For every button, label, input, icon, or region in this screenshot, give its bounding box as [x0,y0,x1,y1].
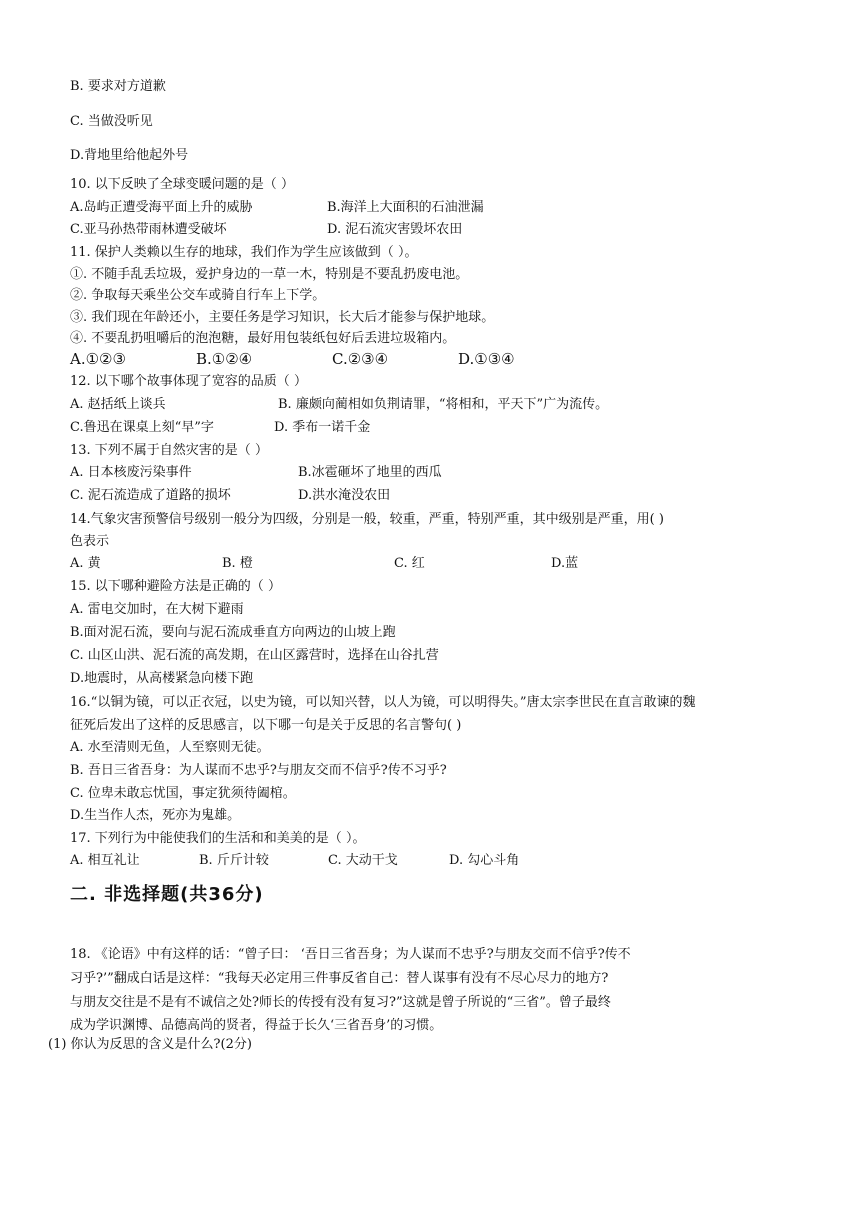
q17-option-a: A. 相互礼让 [70,853,140,868]
q14-option-b: B. 橙 [222,556,253,571]
q17-option-c: C. 大动干戈 [328,853,398,868]
q16-option-c: C. 位卑未敢忘忧国，事定犹须待阖棺。 [70,786,296,801]
q9-option-d: D.背地里给他起外号 [70,148,189,163]
q11-option-d: D.①③④ [458,350,515,368]
section-title: 二. 非选择题(共36分) [70,884,264,905]
q10-option-d: D. 泥石流灾害毁坏农田 [327,222,463,237]
q12-option-a: A. 赵括纸上谈兵 [70,397,166,412]
q15-option-d: D.地震时，从高楼紧急向楼下跑 [70,671,254,686]
q13-option-a: A. 日本核废污染事件 [70,465,192,480]
q14-option-c: C. 红 [394,556,425,571]
q12-stem: 12. 以下哪个故事体现了宽容的品质（ ） [70,374,307,389]
q11-statement-2: ②. 争取每天乘坐公交车或骑自行车上下学。 [70,288,326,303]
q14-option-d: D.蓝 [551,556,579,571]
q16-stem-line-2: 征死后发出了这样的反思感言，以下哪一句是关于反思的名言警句( ) [70,718,462,733]
q10-option-a: A.岛屿正遭受海平面上升的威胁 [70,200,253,215]
q11-option-b: B.①②④ [196,350,253,368]
q13-option-b: B.冰雹砸坏了地里的西瓜 [298,465,442,480]
q15-stem: 15. 以下哪种避险方法是正确的（ ） [70,579,281,594]
q14-option-a: A. 黄 [70,556,101,571]
q18-subquestion-1: (1) 你认为反思的含义是什么?(2分) [48,1037,252,1052]
q17-option-d: D. 勾心斗角 [449,853,520,868]
q11-statement-3: ③. 我们现在年龄还小，主要任务是学习知识，长大后才能参与保护地球。 [70,310,495,325]
q12-option-b: B. 廉颇向蔺相如负荆请罪，“将相和，平天下”广为流传。 [278,397,609,412]
q15-option-c: C. 山区山洪、泥石流的高发期，在山区露营时，选择在山谷扎营 [70,648,439,663]
q14-stem-line-2: 色表示 [70,534,110,549]
q18-paragraph-line-3: 与朋友交往是不是有不诚信之处?师长的传授有没有复习?”这就是曾子所说的“三省”。曾子最终 [70,995,611,1010]
q9-option-b: B. 要求对方道歉 [70,79,166,94]
q10-option-c: C.亚马孙热带雨林遭受破坏 [70,222,227,237]
q10-stem: 10. 以下反映了全球变暖问题的是（ ） [70,177,294,192]
q13-option-c: C. 泥石流造成了道路的损坏 [70,488,231,503]
q15-option-a: A. 雷电交加时，在大树下避雨 [70,602,244,617]
q18-paragraph-line-4: 成为学识渊博、品德高尚的贤者，得益于长久‘三省吾身’的习惯。 [70,1018,443,1033]
q11-statement-4: ④. 不要乱扔咀嚼后的泡泡糖，最好用包装纸包好后丢进垃圾箱内。 [70,331,456,346]
q9-option-c: C. 当做没听见 [70,114,153,129]
answer-area[interactable] [70,1062,790,1202]
q17-stem: 17. 下列行为中能使我们的生活和和美美的是（ ）。 [70,831,366,846]
q13-stem: 13. 下列不属于自然灾害的是（ ） [70,443,268,458]
q12-option-d: D. 季布一诺千金 [274,420,371,435]
q11-option-a: A.①②③ [70,350,126,368]
q14-stem-line-1: 14.气象灾害预警信号级别一般分为四级，分别是一般，较重，严重，特别严重，其中级别是严重，用( ) [70,512,664,527]
q18-paragraph-line-2: 习乎?’”翻成白话是这样：“我每天必定用三件事反省自己：替人谋事有没有不尽心尽力的地方? [70,971,609,986]
q12-option-c: C.鲁迅在课桌上刻“早”字 [70,420,214,435]
q16-option-d: D.生当作人杰，死亦为鬼雄。 [70,808,241,823]
q11-stem: 11. 保护人类赖以生存的地球，我们作为学生应该做到（ ）。 [70,245,418,260]
q15-option-b: B.面对泥石流，要向与泥石流成垂直方向两边的山坡上跑 [70,625,396,640]
q11-option-c: C.②③④ [332,350,389,368]
q13-option-d: D.洪水淹没农田 [298,488,391,503]
q16-option-b: B. 吾日三省吾身：为人谋而不忠乎?与朋友交而不信乎?传不习乎? [70,763,447,778]
q16-stem-line-1: 16.“以铜为镜，可以正衣冠，以史为镜，可以知兴替，以人为镜，可以明得失。”唐太宗李世民在直言敢谏的魏 [70,695,696,710]
q16-option-a: A. 水至清则无鱼，人至察则无徒。 [70,740,270,755]
q10-option-b: B.海洋上大面积的石油泄漏 [327,200,484,215]
q18-paragraph-line-1: 18. 《论语》中有这样的话：“曾子曰： ‘吾日三省吾身；为人谋而不忠乎?与朋友交而不信乎?传不 [70,947,631,962]
q11-statement-1: ①. 不随手乱丢垃圾，爱护身边的一草一木，特别是不要乱扔废电池。 [70,267,469,282]
q17-option-b: B. 斤斤计较 [199,853,269,868]
